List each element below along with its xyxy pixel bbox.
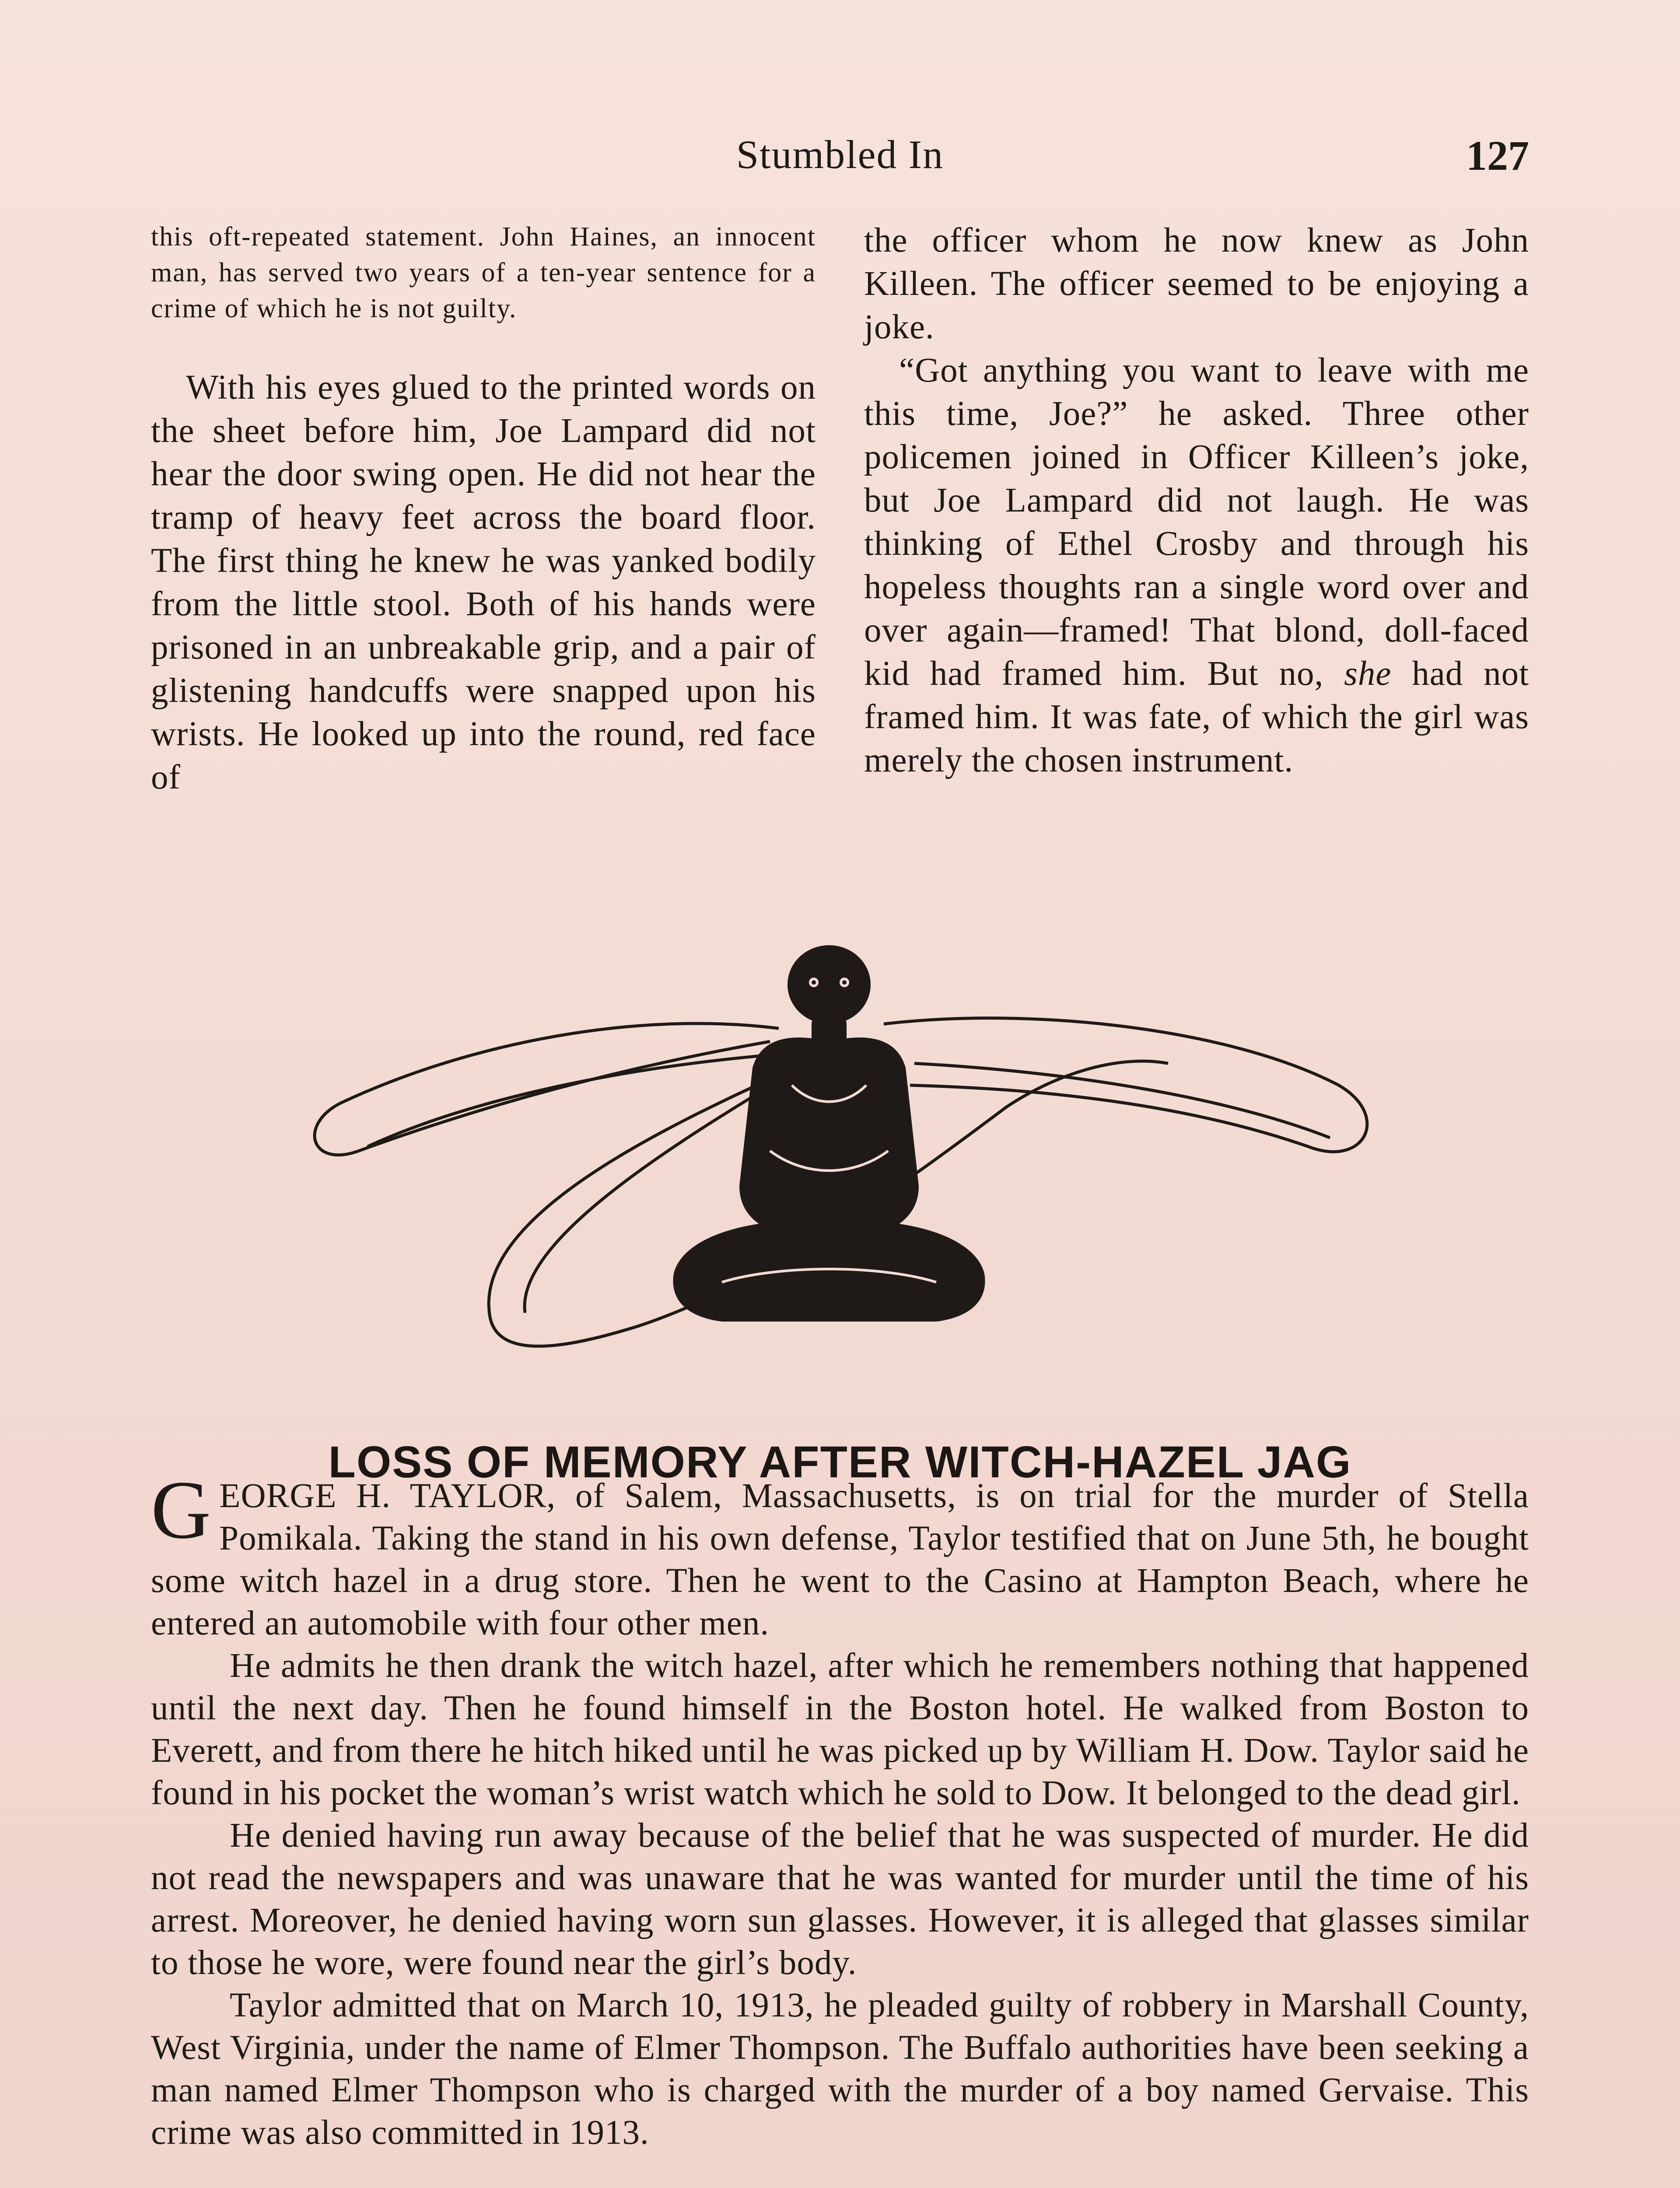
article-body <box>151 1464 1529 2154</box>
article-paragraph-1 <box>151 1464 1529 1645</box>
right-column <box>864 219 1529 782</box>
story-note: this oft-repeated statement. John Haines, an innocent man, has served two years of a ten-year sentence for a crime of which he is not guilty. <box>151 222 816 323</box>
buddha-ribbon-drawing <box>289 941 1400 1361</box>
right-paragraph-2-end: had not framed him. It was fate, of which the girl was merely the chosen instrument. <box>864 655 1530 779</box>
italic-she: she <box>1344 655 1392 693</box>
article-paragraph-4: Taylor admitted that on March 10, 1913, he pleaded guilty of robbery in Marshall County, West Virginia, under the name of Elmer Thompson. The Buffalo authorities have been seeking a man named Elmer Thompson who is charged with the murder of a boy named Gervaise. This crime was also committed in 1913. <box>151 1986 1529 2152</box>
article-headline: LOSS OF MEMORY AFTER WITCH-HAZEL JAG <box>328 1437 1352 1487</box>
right-paragraph-1: the officer whom he now knew as John Killeen. The officer seemed to be enjoying a joke. <box>864 221 1529 346</box>
article-paragraph-1-text: EORGE H. TAYLOR, of Salem, Massachusetts, is on trial for the murder of Stella Pomikala. Taking the stand in his own defense, Taylor testified that on June 5th, he bought some witch hazel in a drug store. Then he went to the Casino at Hampton Beach, where he entered an automobile with four other men. <box>151 1477 1529 1642</box>
running-title: Stumbled In <box>736 132 944 177</box>
left-column <box>151 219 816 799</box>
running-head <box>151 131 1529 184</box>
article-paragraph-3: He denied having run away because of the belief that he was suspected of murder. He did not read the newspapers and was unaware that he was wanted for murder until the time of his arrest. Moreover, he denied having worn sun glasses. However, it is alleged that glasses similar to those he wore, were found near the girl’s body. <box>151 1816 1529 1982</box>
article-paragraph-2: He admits he then drank the witch hazel, after which he remembers nothing that happened until the next day. Then he found himself in the Boston hotel. He walked from Boston to Everett, and from there he hitch hiked until he was picked up by William H. Dow. Taylor said he found in his pocket the woman’s wrist watch which he sold to Dow. It belonged to the dead girl. <box>151 1647 1529 1812</box>
page-number: 127 <box>1466 132 1529 179</box>
drop-cap: G <box>151 1464 212 1556</box>
right-paragraph-2 <box>864 349 1529 782</box>
left-paragraph: With his eyes glued to the printed words on the sheet before him, Joe Lampard did not hear the door swing open. He did not hear the tramp of heavy feet across the board floor. The first thing he knew he was yanked bodily from the little stool. Both of his hands were prisoned in an unbreakable grip, and a pair of glistening handcuffs were snapped upon his wrists. He looked up into the round, red face of <box>151 368 816 796</box>
right-paragraph-2-start: “Got anything you want to leave with me this time, Joe?” he asked. Three other policemen joined in Officer Killeen’s joke, but Joe Lampard did not laugh. He was thinking of Ethel Crosby and through his hopeless thoughts ran a single word over and over again—framed! That blond, doll-faced kid had framed him. But no, <box>864 351 1529 693</box>
buddha-illustration <box>289 941 1400 1361</box>
